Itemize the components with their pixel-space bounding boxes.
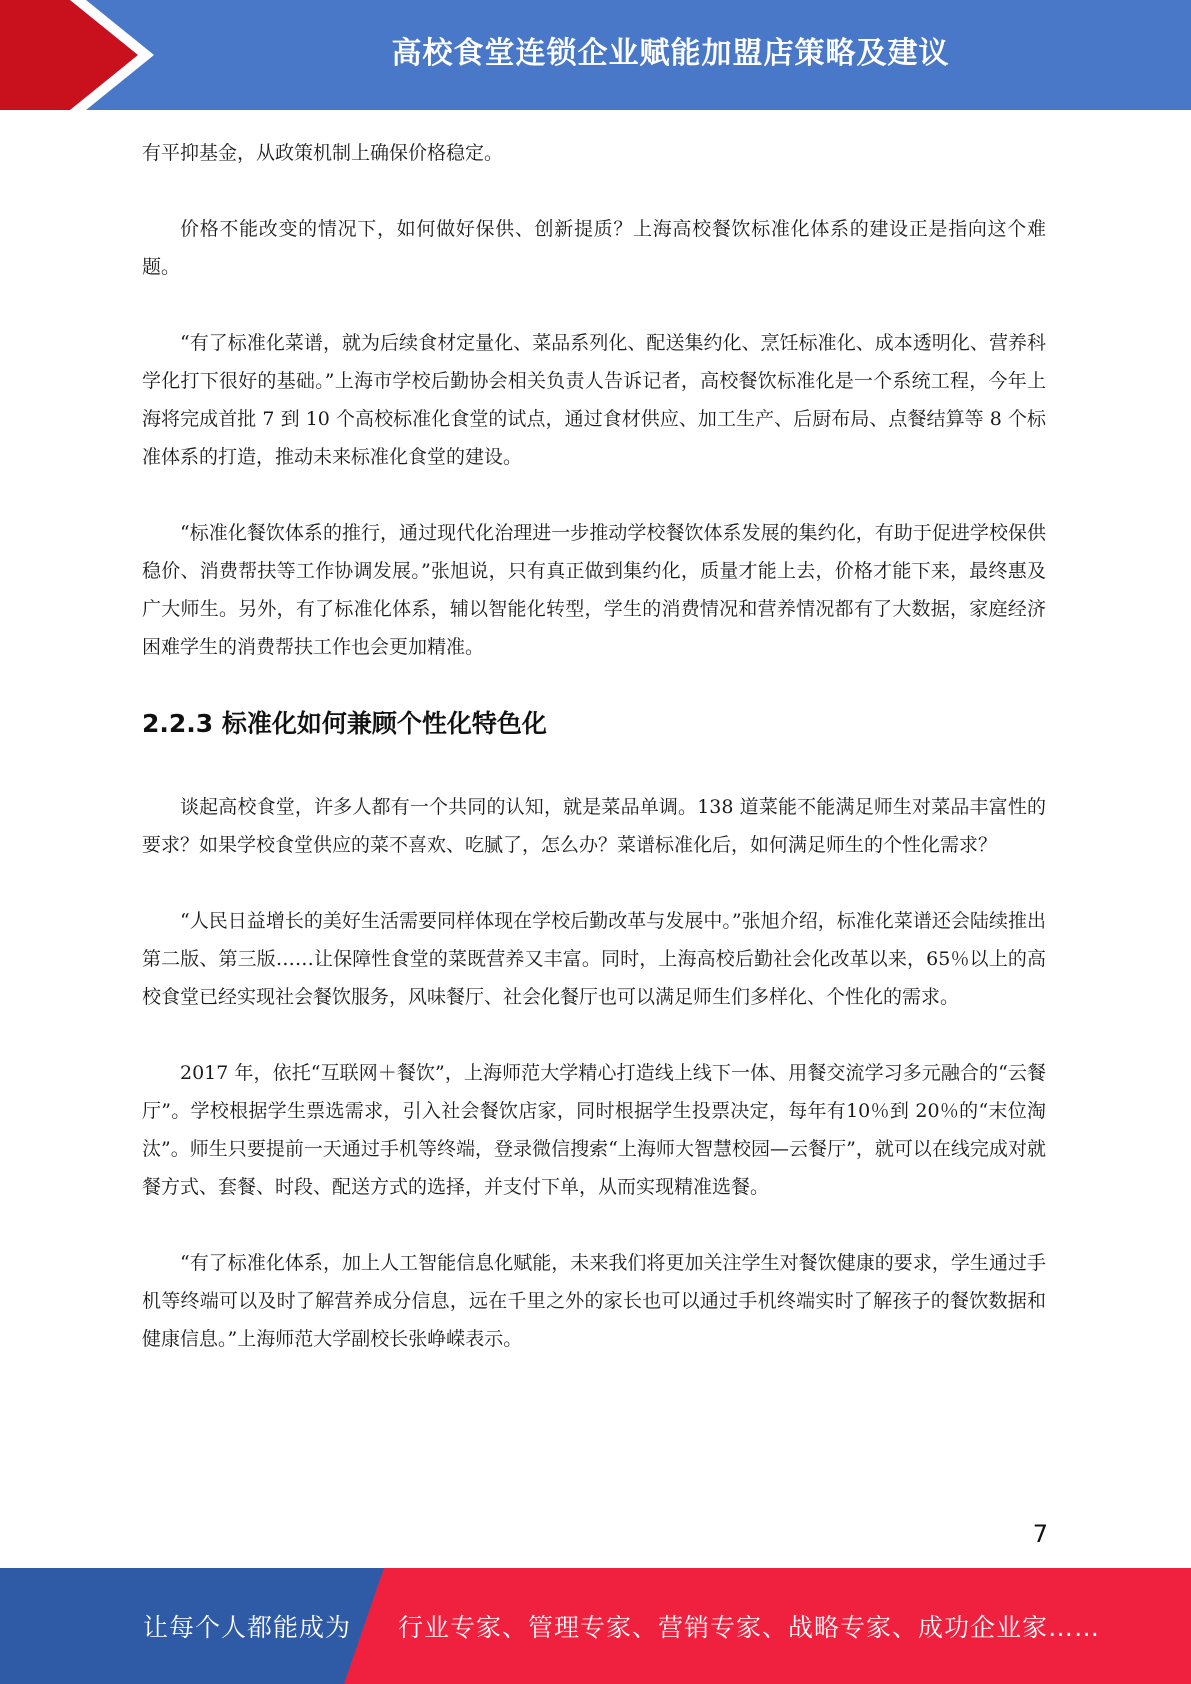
footer-slogan-right: 行业专家、管理专家、营销专家、战略专家、成功企业家……	[398, 1613, 1101, 1642]
paragraph: 2017 年，依托“互联网＋餐饮”，上海师范大学精心打造线上线下一体、用餐交流学习多元融合的“云餐厅”。学校根据学生票选需求，引入社会餐饮店家，同时根据学生投票决定，每年有10％到 20％的“末位淘汰”。师生只要提前一天通过手机等终端，登录微信搜索“上海师大智慧校园—云餐厅”，就可以在线完成对就餐方式、套餐、时段、配送方式的选择，并支付下单，从而实现精准选餐。	[142, 1062, 1046, 1198]
page-footer	[0, 1568, 1191, 1684]
paragraph: “有了标准化体系，加上人工智能信息化赋能，未来我们将更加关注学生对餐饮健康的要求，学生通过手机等终端可以及时了解营养成分信息，远在千里之外的家长也可以通过手机终端实时了解孩子的餐饮数据和健康信息。”上海师范大学副校长张峥嵘表示。	[142, 1252, 1046, 1350]
paragraph: “有了标准化菜谱，就为后续食材定量化、菜品系列化、配送集约化、烹饪标准化、成本透明化、营养科学化打下很好的基础。”上海市学校后勤协会相关负责人告诉记者，高校餐饮标准化是一个系统工程，今年上海将完成首批 7 到 10 个高校标准化食堂的试点，通过食材供应、加工生产、后厨布局、点餐结算等 8 个标准体系的打造，推动未来标准化食堂的建设。	[142, 332, 1046, 468]
page-header	[0, 0, 1191, 110]
paragraph: 谈起高校食堂，许多人都有一个共同的认知，就是菜品单调。138 道菜能不能满足师生对菜品丰富性的要求？如果学校食堂供应的菜不喜欢、吃腻了，怎么办？菜谱标准化后，如何满足师生的个性化需求？	[142, 796, 1046, 856]
paragraph: “标准化餐饮体系的推行，通过现代化治理进一步推动学校餐饮体系发展的集约化，有助于促进学校保供稳价、消费帮扶等工作协调发展。”张旭说，只有真正做到集约化，质量才能上去，价格才能下来，最终惠及广大师生。另外，有了标准化体系，辅以智能化转型，学生的消费情况和营养情况都有了大数据，家庭经济困难学生的消费帮扶工作也会更加精准。	[142, 522, 1046, 658]
section-heading: 2.2.3 标准化如何兼顾个性化特色化	[142, 709, 547, 738]
page-number: 7	[1032, 1520, 1048, 1548]
footer-slogan-left: 让每个人都能成为	[143, 1613, 352, 1642]
header-title: 高校食堂连锁企业赋能加盟店策略及建议	[391, 36, 950, 71]
document-body	[142, 134, 1046, 1396]
paragraph: 价格不能改变的情况下，如何做好保供、创新提质？上海高校餐饮标准化体系的建设正是指向这个难题。	[142, 218, 1046, 278]
paragraph: 有平抑基金，从政策机制上确保价格稳定。	[142, 142, 504, 164]
paragraph: “人民日益增长的美好生活需要同样体现在学校后勤改革与发展中。”张旭介绍，标准化菜谱还会陆续推出第二版、第三版……让保障性食堂的菜既营养又丰富。同时，上海高校后勤社会化改革以来，65％以上的高校食堂已经实现社会餐饮服务，风味餐厅、社会化餐厅也可以满足师生们多样化、个性化的需求。	[142, 910, 1046, 1008]
